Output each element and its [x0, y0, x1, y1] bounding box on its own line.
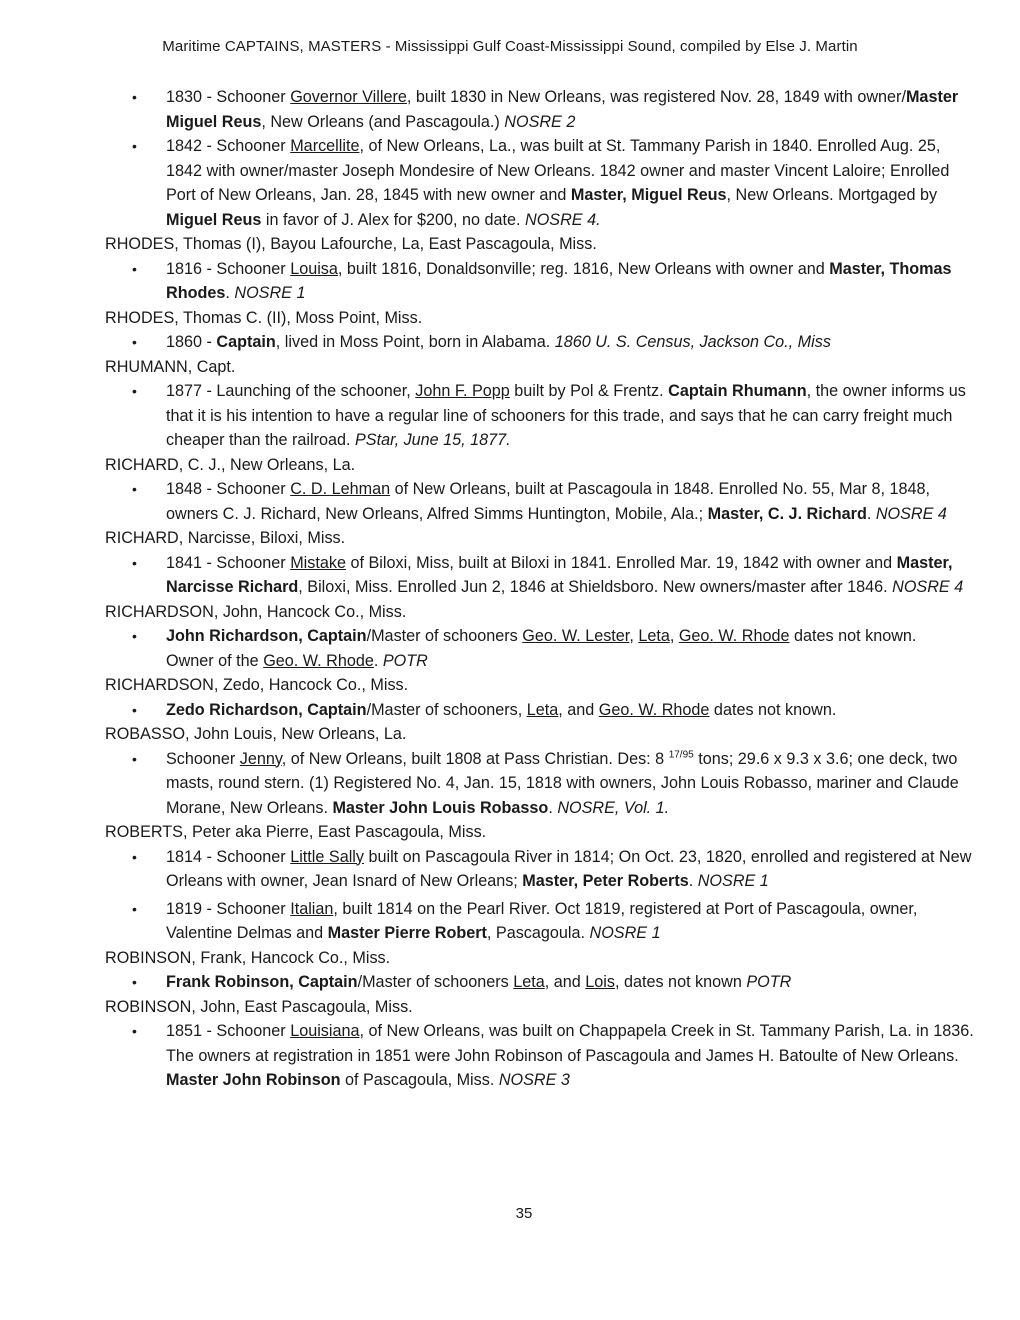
bullet-icon: • [132, 750, 137, 767]
bold-text: Captain Rhumann [668, 382, 807, 400]
bullet-icon: • [132, 848, 137, 865]
bold-text: Master, Peter Roberts [522, 872, 689, 890]
bold-text: Captain [216, 333, 276, 351]
source-citation: NOSRE 4. [525, 210, 601, 229]
vessel-name: John F. Popp [415, 382, 510, 400]
bold-text: Master, C. J. Richard [707, 504, 867, 523]
person-heading: RHUMANN, Capt. [105, 357, 236, 376]
vessel-name: Leta [638, 627, 670, 645]
vessel-name: Mistake [290, 553, 346, 572]
person-heading: RHODES, Thomas (I), Bayou Lafourche, La, East Pascagoula, Miss. [105, 235, 597, 253]
record-entry: • 1860 - Captain, lived in Moss Point, born in Alabama. 1860 U. S. Census, Jackson Co., Miss [105, 330, 975, 355]
source-citation: 1860 U. S. Census, Jackson Co., Miss [554, 333, 831, 351]
bullet-icon: • [132, 628, 137, 644]
bold-text: Master John Louis Robasso [332, 798, 549, 817]
bold-text: Master, Thomas Rhodes [166, 259, 952, 302]
vessel-name: Little Sally [290, 847, 364, 866]
bullet-icon: • [132, 1023, 137, 1039]
person-heading: ROBASSO, John Louis, New Orleans, La. [105, 725, 407, 743]
record-entry: • Zedo Richardson, Captain/Master of schooners, Leta, and Geo. W. Rhode dates not known. [105, 698, 975, 723]
bullet-icon: • [132, 138, 137, 154]
record-entry: • 1877 - Launching of the schooner, John F. Popp built by Pol & Frentz. Captain Rhumann, the owner informs us that it is his intention to have a regular line of schooners for this trade, and says that he can carry freight much cheaper than the railroad. PStar, June 15, 1877. [105, 379, 975, 453]
record-entry: • 1841 - Schooner Mistake of Biloxi, Miss, built at Biloxi in 1841. Enrolled Mar. 19, 1842 with owner and Master, Narcisse Richard, Biloxi, Miss. Enrolled Jun 2, 1846 at Shieldsboro. New owners/master after 1846. NOSRE 4 [105, 551, 975, 600]
record-entry: • 1851 - Schooner Louisiana, of New Orleans, was built on Chappapela Creek in St. Tammany Parish, La. in 1836. The owners at registration in 1851 were John Robinson of Pascagoula and James H. Batoulte of New Orleans. Master John Robinson of Pascagoula, Miss. NOSRE 3 [105, 1019, 975, 1093]
bold-text: Master, Miguel Reus [570, 186, 727, 204]
source-citation: NOSRE 3 [498, 1071, 570, 1089]
record-entry: • 1830 - Schooner Governor Villere, built 1830 in New Orleans, was registered Nov. 28, 1849 with owner/Master Miguel Reus, New Orleans (and Pascagoula.) NOSRE 2 [105, 85, 975, 134]
vessel-name: Geo. W. Rhode [678, 627, 790, 645]
bold-text: Zedo Richardson, Captain [166, 700, 367, 719]
source-citation: NOSRE 4 [875, 504, 947, 523]
bullet-icon: • [132, 89, 137, 105]
superscript-fraction: 17/95 [668, 749, 694, 761]
entries-list [105, 85, 975, 1093]
person-heading: ROBERTS, Peter aka Pierre, East Pascagoula, Miss. [105, 823, 487, 841]
record-entry: • Frank Robinson, Captain/Master of schooners Leta, and Lois, dates not known POTR [105, 970, 975, 995]
person-heading: RICHARDSON, Zedo, Hancock Co., Miss. [105, 676, 409, 694]
bullet-icon: • [132, 383, 137, 399]
vessel-name: Geo. W. Rhode [263, 651, 374, 670]
bold-text: Master John Robinson [166, 1071, 341, 1089]
bullet-icon: • [132, 701, 137, 718]
bullet-icon: • [132, 481, 137, 497]
bold-text: John Richardson, Captain [166, 627, 367, 645]
bold-text: Frank Robinson, Captain [166, 973, 358, 991]
bullet-icon: • [132, 260, 137, 277]
vessel-name: C. D. Lehman [290, 480, 391, 498]
vessel-name: Louisiana [290, 1022, 360, 1040]
record-entry: • 1848 - Schooner C. D. Lehman of New Orleans, built at Pascagoula in 1848. Enrolled No. 55, Mar 8, 1848, owners C. J. Richard, New Orleans, Alfred Simms Huntington, Mobile, Ala.; Master, C. J. Richard. NOSRE 4 [105, 477, 975, 526]
person-heading: RICHARD, C. J., New Orleans, La. [105, 455, 356, 474]
vessel-name: Marcellite [290, 137, 360, 155]
vessel-name: Louisa [290, 259, 338, 278]
record-entry: • 1842 - Schooner Marcellite, of New Orleans, La., was built at St. Tammany Parish in 1840. Enrolled Aug. 25, 1842 with owner/master Joseph Mondesire of New Orleans. 1842 owner and master Vincent Laloire; Enrolled Port of New Orleans, Jan. 28, 1845 with new owner and Master, Miguel Reus, New Orleans. Mortgaged by Miguel Reus in favor of J. Alex for $200, no date. NOSRE 4. [105, 134, 975, 232]
record-entry: • 1814 - Schooner Little Sally built on Pascagoula River in 1814; On Oct. 23, 1820, enrolled and registered at New Orleans with owner, Jean Isnard of New Orleans; Master, Peter Roberts. NOSRE 1 [105, 845, 975, 894]
record-entry: • Schooner Jenny, of New Orleans, built 1808 at Pass Christian. Des: 8 $^{17/95}$ tons; 29.6 x 9.3 x 3.6; one deck, two masts, round stern. (1) Registered No. 4, Jan. 15, 1818 with owners, John Louis Robasso, mariner and Claude Morane, New Orleans. Master John Louis Robasso. NOSRE, Vol. 1. [105, 747, 975, 821]
bullet-icon: • [132, 334, 137, 350]
source-citation: NOSRE, Vol. 1. [557, 798, 670, 817]
vessel-name: Italian [290, 899, 334, 918]
entry-note: Owner of the Geo. W. Rhode. POTR [166, 651, 428, 670]
source-citation: NOSRE 2 [504, 112, 576, 131]
source-citation: NOSRE 1 [589, 924, 661, 942]
record-entry: • 1816 - Schooner Louisa, built 1816, Donaldsonville; reg. 1816, New Orleans with owner and Master, Thomas Rhodes. NOSRE 1 [105, 257, 975, 306]
person-heading: ROBINSON, Frank, Hancock Co., Miss. [105, 948, 391, 967]
bold-text: Master, Narcisse Richard [166, 553, 953, 596]
vessel-name: Governor Villere [290, 88, 407, 106]
page-number: 35 [515, 1205, 533, 1222]
source-citation: POTR [382, 651, 428, 670]
page-header: Maritime CAPTAINS, MASTERS - Mississippi Gulf Coast-Mississippi Sound, compiled by Else J. Martin [162, 38, 858, 55]
vessel-name: Jenny [239, 749, 282, 768]
vessel-name: Geo. W. Lester [522, 627, 630, 645]
person-heading: RICHARDSON, John, Hancock Co., Miss. [105, 602, 407, 621]
vessel-name: Geo. W. Rhode [598, 700, 710, 719]
bold-text: Master Pierre Robert [327, 924, 487, 942]
bold-text: Master Miguel Reus [166, 88, 959, 131]
vessel-name: Lois [585, 973, 615, 991]
bullet-icon: • [132, 554, 137, 571]
source-citation: POTR [746, 973, 792, 991]
source-citation: NOSRE 1 [697, 872, 769, 890]
person-heading: RICHARD, Narcisse, Biloxi, Miss. [105, 529, 346, 547]
source-citation: PStar, June 15, 1877. [354, 431, 511, 449]
person-heading: ROBINSON, John, East Pascagoula, Miss. [105, 997, 413, 1016]
bullet-icon: • [132, 974, 137, 990]
bullet-icon: • [132, 900, 137, 917]
record-entry: • 1819 - Schooner Italian, built 1814 on the Pearl River. Oct 1819, registered at Port of Pascagoula, owner, Valentine Delmas and Master Pierre Robert, Pascagoula. NOSRE 1 [105, 897, 975, 946]
person-heading: RHODES, Thomas C. (II), Moss Point, Miss. [105, 308, 423, 327]
record-entry: • John Richardson, Captain/Master of schooners Geo. W. Lester, Leta, Geo. W. Rhode dates not known. [105, 624, 975, 649]
bold-text: Miguel Reus [166, 210, 262, 229]
vessel-name: Leta [513, 973, 545, 991]
source-citation: NOSRE 4 [892, 578, 964, 596]
vessel-name: Leta [526, 700, 559, 719]
source-citation: NOSRE 1 [234, 284, 306, 302]
